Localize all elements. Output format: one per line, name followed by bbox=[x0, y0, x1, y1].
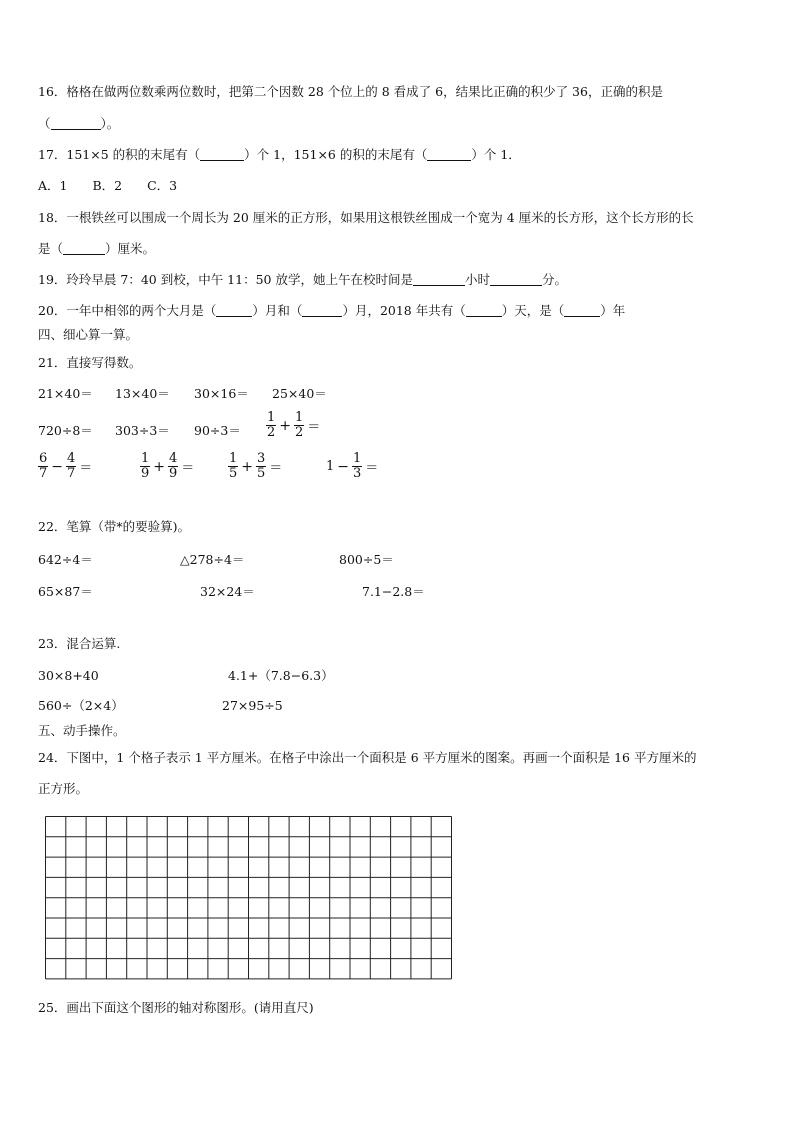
q16-line2: （ ）。 bbox=[38, 116, 120, 131]
fraction: $\frac{1}{5}$ bbox=[229, 451, 238, 481]
answer-blank[interactable] bbox=[413, 273, 465, 286]
fraction: $\frac{1}{3}$ bbox=[353, 451, 362, 481]
answer-blank[interactable] bbox=[63, 242, 105, 255]
answer-blank[interactable] bbox=[216, 304, 252, 317]
q21-item: 90÷3＝ bbox=[194, 423, 241, 438]
fraction-expression: $\frac{1}{9}$ + $\frac{4}{9}$ ＝ bbox=[141, 451, 195, 481]
q22-item: 65×87＝ bbox=[38, 584, 93, 599]
q21-item: 30×16＝ bbox=[194, 386, 249, 401]
q22-item: 7.1−2.8＝ bbox=[362, 584, 425, 599]
q18-line2: 是（ ）厘米。 bbox=[38, 241, 156, 256]
fraction: $\frac{3}{5}$ bbox=[257, 451, 266, 481]
section-heading-4: 四、细心算一算。 bbox=[38, 327, 139, 342]
q22-item: 32×24＝ bbox=[200, 584, 255, 599]
q24-line2: 正方形。 bbox=[38, 781, 89, 796]
q19-line: 19．玲玲早晨 7：40 到校，中午 11：50 放学，她上午在校时间是 小时 分。 bbox=[38, 272, 568, 287]
q23-item: 4.1+（7.8−6.3） bbox=[228, 668, 334, 683]
answer-blank[interactable] bbox=[200, 148, 244, 161]
q21-item: 25×40＝ bbox=[272, 386, 327, 401]
q21-item: 303÷3＝ bbox=[115, 423, 170, 438]
q21-item: 720÷8＝ bbox=[38, 423, 93, 438]
q22-item: △278÷4＝ bbox=[180, 552, 245, 567]
q20-line: 20．一年中相邻的两个大月是（ ）月和（ ）月，2018 年共有（ ）天，是（ ）年 bbox=[38, 303, 626, 318]
answer-blank[interactable] bbox=[490, 273, 542, 286]
answer-blank[interactable] bbox=[51, 117, 101, 130]
fraction: $\frac{6}{7}$ bbox=[39, 451, 48, 481]
q21-title: 21．直接写得数。 bbox=[38, 355, 142, 370]
q22-title: 22．笔算（带*的要验算)。 bbox=[38, 519, 191, 534]
fraction-expression: $\frac{1}{5}$ + $\frac{3}{5}$ ＝ bbox=[229, 451, 283, 481]
answer-blank[interactable] bbox=[427, 148, 471, 161]
fraction: $\frac{1}{2}$ bbox=[267, 410, 276, 440]
fraction: $\frac{1}{2}$ bbox=[295, 410, 304, 440]
q24-line1: 24．下图中，1 个格子表示 1 平方厘米。在格子中涂出一个面积是 6 平方厘米的图案。再画一个面积是 16 平方厘米的 bbox=[38, 750, 697, 765]
fraction: $\frac{1}{9}$ bbox=[141, 451, 150, 481]
square-grid[interactable] bbox=[45, 816, 453, 982]
q23-item: 30×8+40 bbox=[38, 668, 99, 683]
answer-blank[interactable] bbox=[466, 304, 502, 317]
answer-blank[interactable] bbox=[302, 304, 342, 317]
q18-line1: 18．一根铁丝可以围成一个周长为 20 厘米的正方形，如果用这根铁丝围成一个宽为 4 厘米的长方形，这个长方形的长 bbox=[38, 210, 694, 225]
section-heading-5: 五、动手操作。 bbox=[38, 723, 126, 738]
fraction: $\frac{4}{7}$ bbox=[67, 451, 76, 481]
q22-item: 642÷4＝ bbox=[38, 552, 93, 567]
q23-item: 27×95÷5 bbox=[222, 698, 283, 713]
q23-item: 560÷（2×4） bbox=[38, 698, 124, 713]
q22-item: 800÷5＝ bbox=[339, 552, 394, 567]
fraction-expression: 1 − $\frac{1}{3}$ ＝ bbox=[326, 451, 379, 481]
q25-line: 25．画出下面这个图形的轴对称图形。(请用直尺) bbox=[38, 1000, 314, 1015]
q21-item: 21×40＝ bbox=[38, 386, 93, 401]
q23-title: 23．混合运算. bbox=[38, 636, 121, 651]
q17-options: A．1 B．2 C．3 bbox=[38, 178, 178, 193]
answer-blank[interactable] bbox=[564, 304, 600, 317]
fraction: $\frac{4}{9}$ bbox=[169, 451, 178, 481]
q21-item: 13×40＝ bbox=[115, 386, 170, 401]
fraction-expression: $\frac{1}{2}$ + $\frac{1}{2}$ ＝ bbox=[267, 410, 321, 440]
fraction-expression: $\frac{6}{7}$ − $\frac{4}{7}$ ＝ bbox=[39, 451, 93, 481]
q17-line: 17．151×5 的积的末尾有（ ）个 1，151×6 的积的末尾有（ ）个 1． bbox=[38, 147, 521, 162]
q16-line1: 16．格格在做两位数乘两位数时，把第二个因数 28 个位上的 8 看成了 6，结果比正确的积少了 36，正确的积是 bbox=[38, 84, 663, 99]
